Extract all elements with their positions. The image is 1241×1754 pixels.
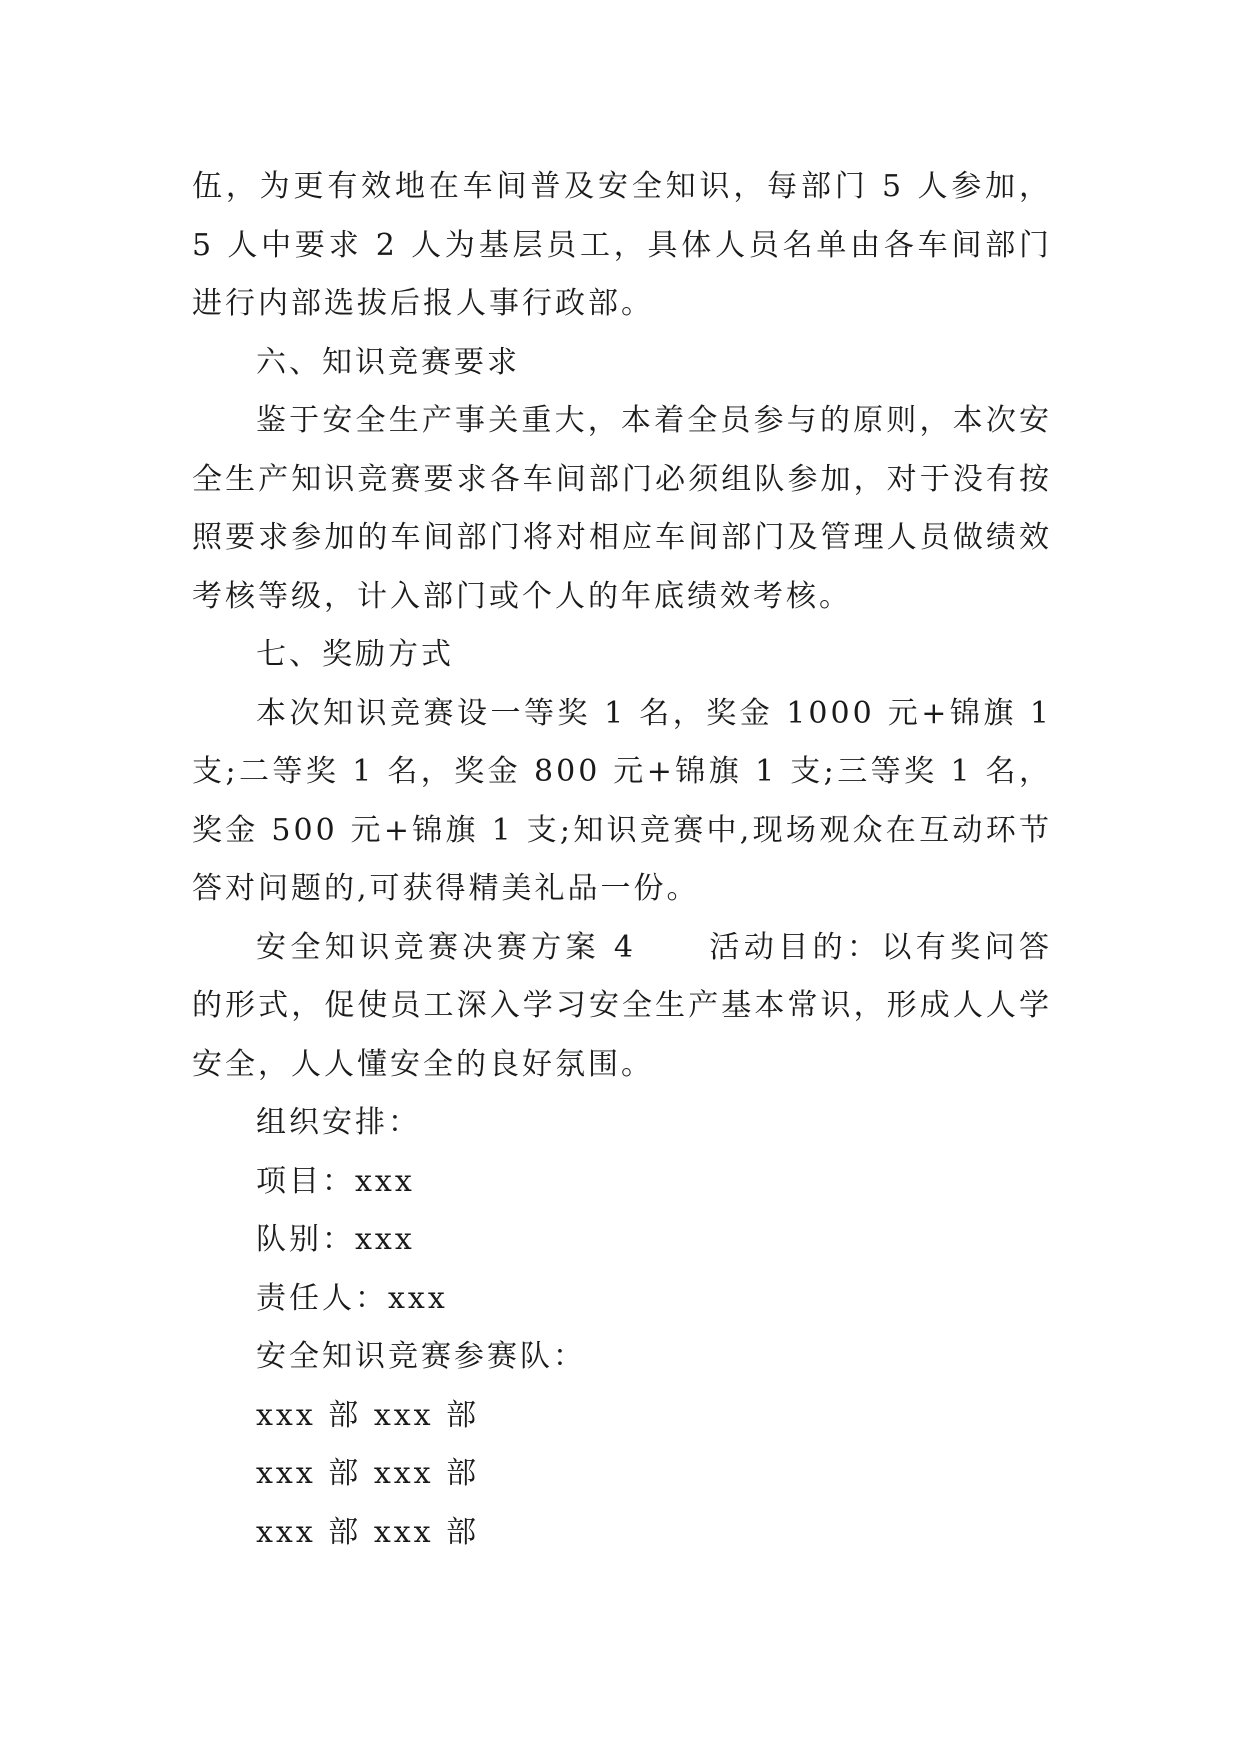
team-list-item: xxx 部 xxx 部 bbox=[256, 1456, 480, 1491]
paragraph-rewards: 本次知识竞赛设一等奖 1 名，奖金 1000 元+锦旗 1 支;二等奖 1 名，奖金 800 元+锦旗 1 支;三等奖 1 名，奖金 500 元+锦旗 1 支;知识竞赛中,现场观众在互动环节答对问题的,可获得精美礼品一份。 bbox=[192, 695, 1052, 906]
document-body bbox=[192, 158, 1052, 1562]
line-organization: 组织安排： bbox=[256, 1105, 421, 1140]
line-participating-teams: 安全知识竞赛参赛队： bbox=[256, 1339, 586, 1374]
heading-reward-method: 七、奖励方式 bbox=[256, 637, 454, 672]
plan-4-purpose: 活动目的：以有奖问答的形式，促使员工深入学习安全生产基本常识，形成人人学安全，人人懂安全的良好氛围。 bbox=[192, 929, 1053, 1082]
paragraph-requirements: 鉴于安全生产事关重大，本着全员参与的原则，本次安全生产知识竞赛要求各车间部门必须组队参加，对于没有按照要求参加的车间部门将对相应车间部门及管理人员做绩效考核等级，计入部门或个人的年底绩效考核。 bbox=[192, 403, 1052, 614]
paragraph-team-composition: 伍，为更有效地在车间普及安全知识，每部门 5 人参加，5 人中要求 2 人为基层员工，具体人员名单由各车间部门进行内部选拔后报人事行政部。 bbox=[192, 169, 1052, 321]
plan-4-title: 安全知识竞赛决赛方案 4 bbox=[256, 929, 637, 965]
heading-competition-requirements: 六、知识竞赛要求 bbox=[256, 344, 520, 380]
line-responsible-person: 责任人：xxx bbox=[256, 1280, 448, 1316]
team-list-item: xxx 部 xxx 部 bbox=[256, 1514, 480, 1550]
line-team-category: 队别：xxx bbox=[256, 1222, 415, 1257]
line-project: 项目：xxx bbox=[256, 1163, 415, 1199]
paragraph-plan-4-purpose bbox=[192, 919, 1052, 1095]
team-list-item: xxx 部 xxx 部 bbox=[256, 1397, 480, 1433]
